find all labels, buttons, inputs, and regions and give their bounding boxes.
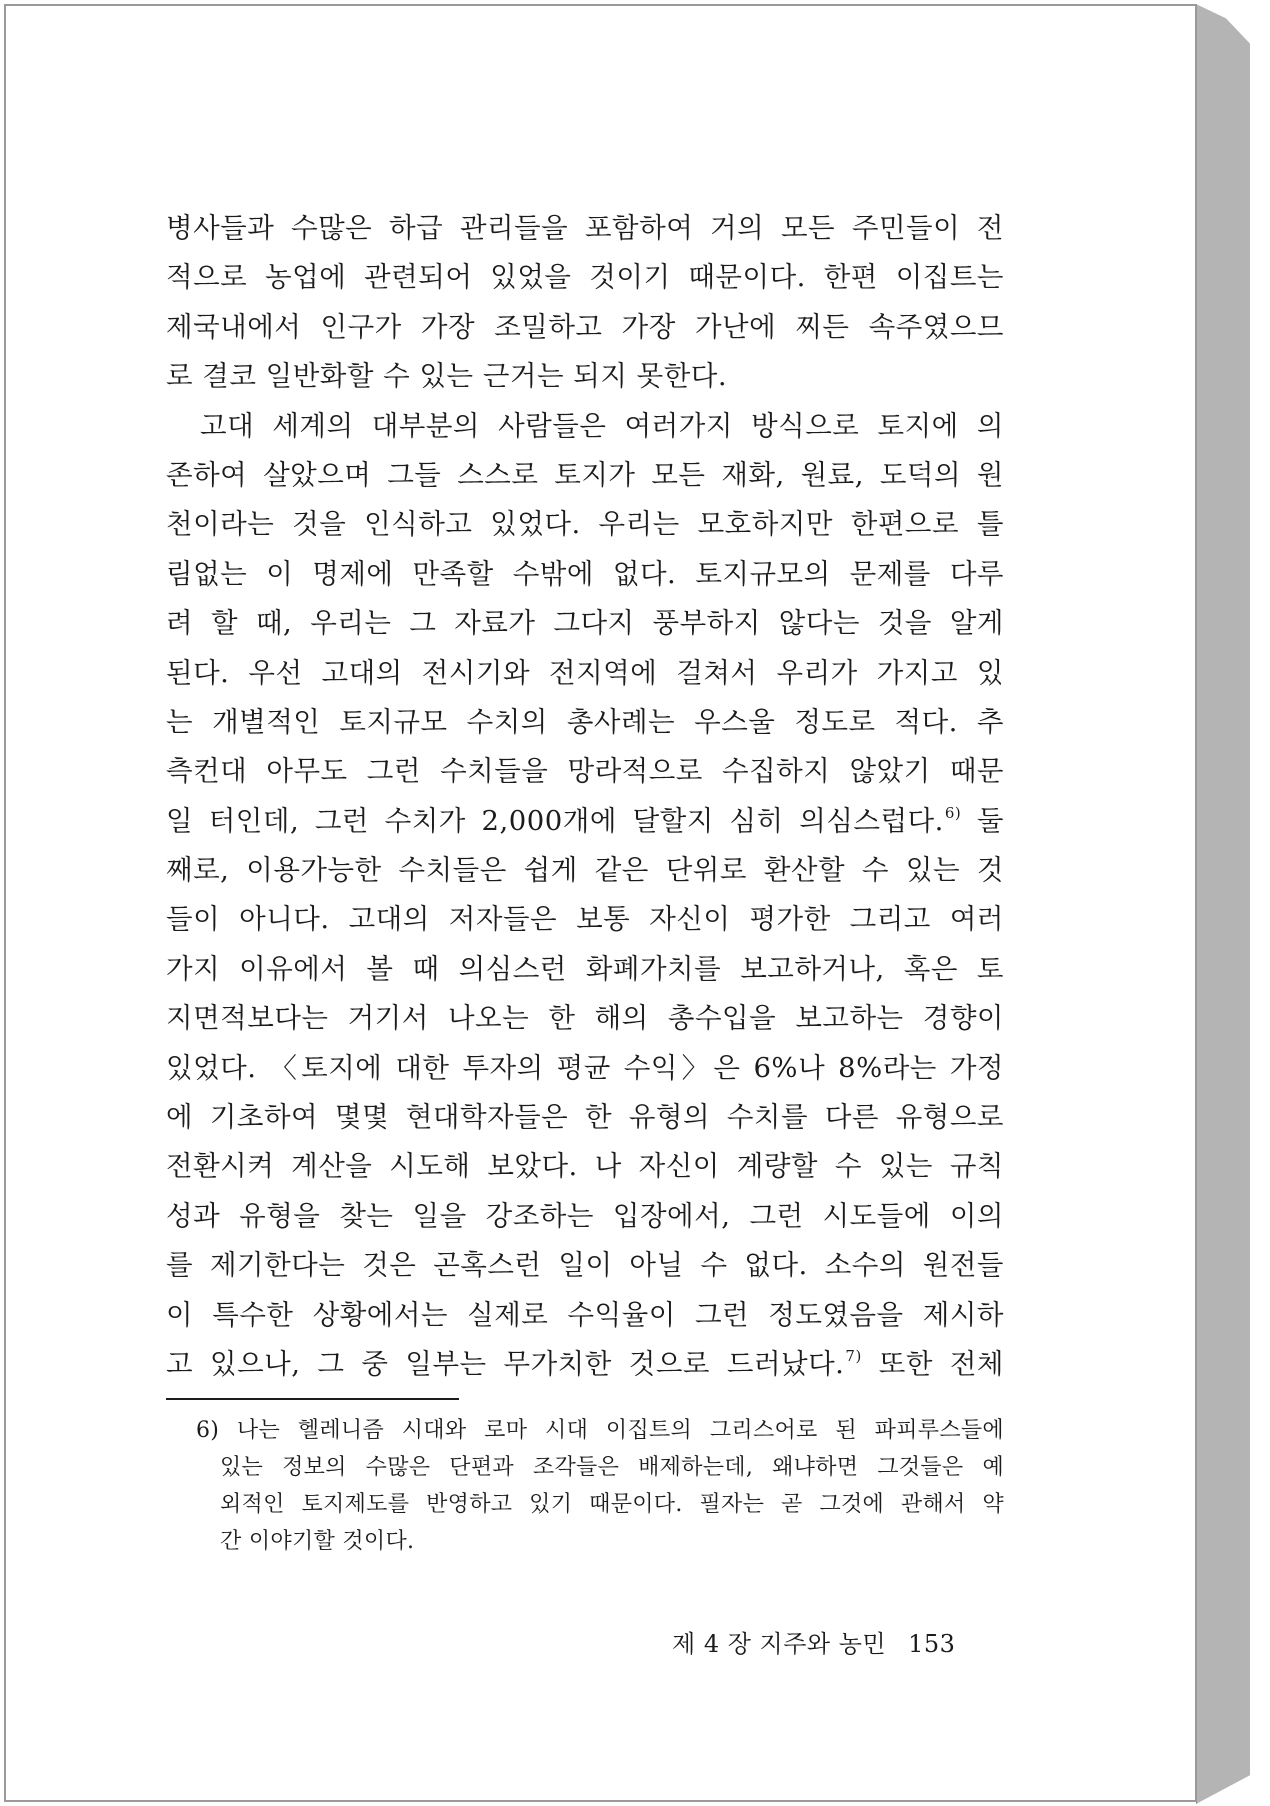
body-line: 려 할 때, 우리는 그 자료가 그다지 풍부하지 않다는 것을 알게 [166, 607, 1004, 640]
body-text [166, 204, 1004, 1389]
body-line: 림없는 이 명제에 만족할 수밖에 없다. 토지규모의 문제를 다루 [166, 557, 1004, 590]
running-footer [672, 1624, 955, 1659]
body-line: 있었다. 〈토지에 대한 투자의 평균 수익〉은 6%나 8%라는 가정 [166, 1051, 1004, 1084]
footnote-reference-7: 7) [845, 1346, 862, 1365]
footnote-divider [166, 1398, 459, 1400]
body-line-with-footnote-6 [166, 797, 1004, 846]
body-line-tail: 또한 전체 [878, 1347, 1004, 1380]
footnote-line: 있는 정보의 수많은 단편과 조각들은 배제하는데, 왜냐하면 그것들은 예 [220, 1455, 1004, 1480]
body-line: 를 제기한다는 것은 곤혹스런 일이 아닐 수 없다. 소수의 원전들 [166, 1249, 1004, 1282]
body-line: 에 기초하여 몇몇 현대학자들은 한 유형의 수치를 다른 유형으로 [166, 1101, 1004, 1134]
body-line: 지면적보다는 거기서 나오는 한 해의 총수입을 보고하는 경향이 [166, 1002, 1004, 1035]
body-line: 존하여 살았으며 그들 스스로 토지가 모든 재화, 원료, 도덕의 원 [166, 458, 1004, 491]
body-line: 성과 유형을 찾는 일을 강조하는 입장에서, 그런 시도들에 이의 [166, 1199, 1004, 1232]
body-line: 제국내에서 인구가 가장 조밀하고 가장 가난에 찌든 속주였으므 [166, 310, 1004, 343]
body-line: 천이라는 것을 인식하고 있었다. 우리는 모호하지만 한편으로 틀 [166, 508, 1004, 541]
body-line: 된다. 우선 고대의 전시기와 전지역에 걸쳐서 우리가 가지고 있 [166, 656, 1004, 689]
body-line: 측컨대 아무도 그런 수치들을 망라적으로 수집하지 않았기 때문 [166, 755, 1004, 788]
body-line: 고대 세계의 대부분의 사람들은 여러가지 방식으로 토지에 의 [200, 409, 1004, 442]
body-line: 들이 아니다. 고대의 저자들은 보통 자신이 평가한 그리고 여러 [166, 903, 1004, 936]
footnote-line: 간 이야기할 것이다. [220, 1529, 415, 1554]
body-line: 가지 이유에서 볼 때 의심스런 화폐가치를 보고하거나, 혹은 토 [166, 952, 1004, 985]
body-line: 전환시켜 계산을 시도해 보았다. 나 자신이 계량할 수 있는 규칙 [166, 1150, 1004, 1183]
footnote-6 [196, 1412, 1004, 1560]
page-number: 153 [908, 1630, 956, 1658]
page-stack-edge [1196, 4, 1270, 1804]
body-line-text: 일 터인데, 그런 수치가 2,000개에 달할지 심히 의심스럽다. [166, 804, 944, 837]
body-line: 째로, 이용가능한 수치들은 쉽게 같은 단위로 환산할 수 있는 것 [166, 854, 1004, 887]
body-line: 는 개별적인 토지규모 수치의 총사례는 우스울 정도로 적다. 추 [166, 705, 1004, 738]
body-line-tail: 둘 [976, 804, 1004, 837]
body-line: 로 결코 일반화할 수 있는 근거는 되지 못한다. [166, 360, 728, 393]
footnote-line: 외적인 토지제도를 반영하고 있기 때문이다. 필자는 곧 그것에 관해서 약 [220, 1492, 1004, 1517]
body-line: 병사들과 수많은 하급 관리들을 포함하여 거의 모든 주민들이 전 [166, 212, 1004, 244]
footnote-line: 6) 나는 헬레니즘 시대와 로마 시대 이집트의 그리스어로 된 파피루스들에 [196, 1418, 1004, 1443]
body-line-text: 고 있으나, 그 중 일부는 무가치한 것으로 드러났다. [166, 1347, 845, 1380]
body-line: 이 특수한 상황에서는 실제로 수익율이 그런 정도였음을 제시하 [166, 1298, 1004, 1331]
chapter-title: 제 4 장 지주와 농민 [672, 1630, 887, 1658]
body-line: 적으로 농업에 관련되어 있었을 것이기 때문이다. 한편 이집트는 [166, 261, 1004, 294]
body-line-with-footnote-7 [166, 1340, 1004, 1389]
footnote-reference-6: 6) [944, 803, 962, 822]
